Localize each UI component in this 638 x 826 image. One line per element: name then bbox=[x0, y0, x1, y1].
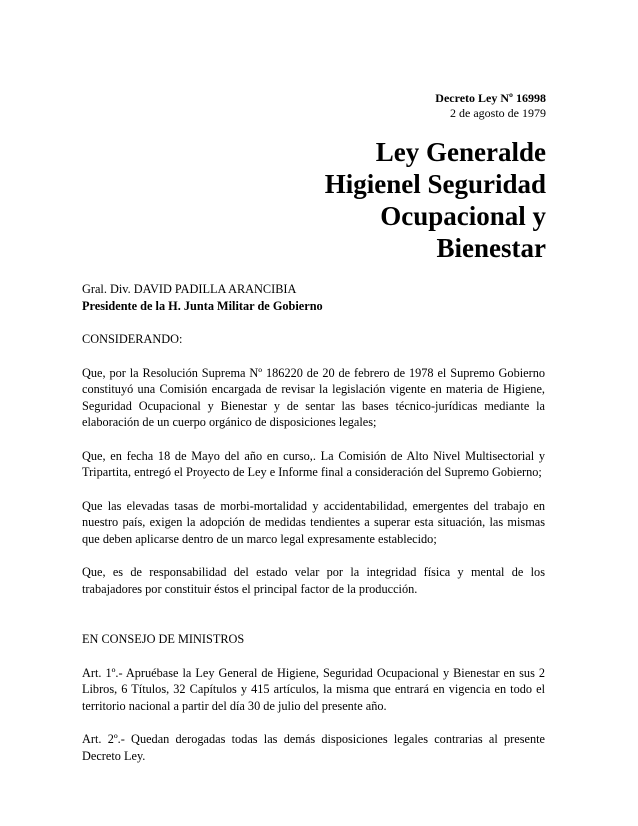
document-body bbox=[82, 281, 545, 764]
council-heading: EN CONSEJO DE MINISTROS bbox=[82, 632, 245, 646]
paragraph: Que, es de responsabilidad del estado velar por la integridad física y mental de los trabajadores por constituir éstos el principal factor de la producción. bbox=[82, 565, 545, 596]
decree-header bbox=[435, 91, 546, 121]
article: Art. 2º.- Quedan derogadas todas las demás disposiciones legales contrarias al presente Decreto Ley. bbox=[82, 732, 545, 763]
signatory-role: Presidente de la H. Junta Militar de Gobierno bbox=[82, 298, 323, 313]
considering-heading: CONSIDERANDO: bbox=[82, 332, 183, 346]
decree-date: 2 de agosto de 1979 bbox=[450, 106, 546, 120]
title-line: Bienestar bbox=[436, 233, 546, 263]
paragraph: Que las elevadas tasas de morbi-mortalidad y accidentabilidad, emergentes del trabajo en nuestro país, exigen la adopción de medidas tendientes a superar esta situación, las mismas que deben aplicarse dentro de un marco legal expresamente establecido; bbox=[82, 498, 545, 546]
title-line: Higienel Seguridad bbox=[324, 169, 546, 199]
decree-number: Decreto Ley Nº 16998 bbox=[435, 91, 546, 105]
document-title bbox=[325, 136, 546, 264]
signatory-name: Gral. Div. DAVID PADILLA ARANCIBIA bbox=[82, 282, 297, 296]
paragraph: Que, por la Resolución Suprema Nº 186220 de 20 de febrero de 1978 el Supremo Gobierno constituyó una Comisión encargada de revisar la legislación vigente en materia de Higiene, Seguridad Ocupacional y Bienestar y de sentar las bases técnico-jurídicas mediante la elaboración de un cuerpo orgánico de disposiciones legales; bbox=[82, 365, 545, 429]
paragraph: Que, en fecha 18 de Mayo del año en curso,. La Comisión de Alto Nivel Multisectorial y Tripartita, entregó el Proyecto de Ley e Informe final a consideración del Supremo Gobierno; bbox=[82, 448, 545, 479]
title-line: Ocupacional y bbox=[380, 201, 546, 231]
title-line: Ley Generalde bbox=[375, 137, 546, 167]
article: Art. 1º.- Apruébase la Ley General de Higiene, Seguridad Ocupacional y Bienestar en sus 2 Libros, 6 Títulos, 32 Capítulos y 415 artículos, la misma que entrará en vigencia en todo el territorio nacional a partir del día 30 de julio del presente año. bbox=[82, 665, 545, 713]
